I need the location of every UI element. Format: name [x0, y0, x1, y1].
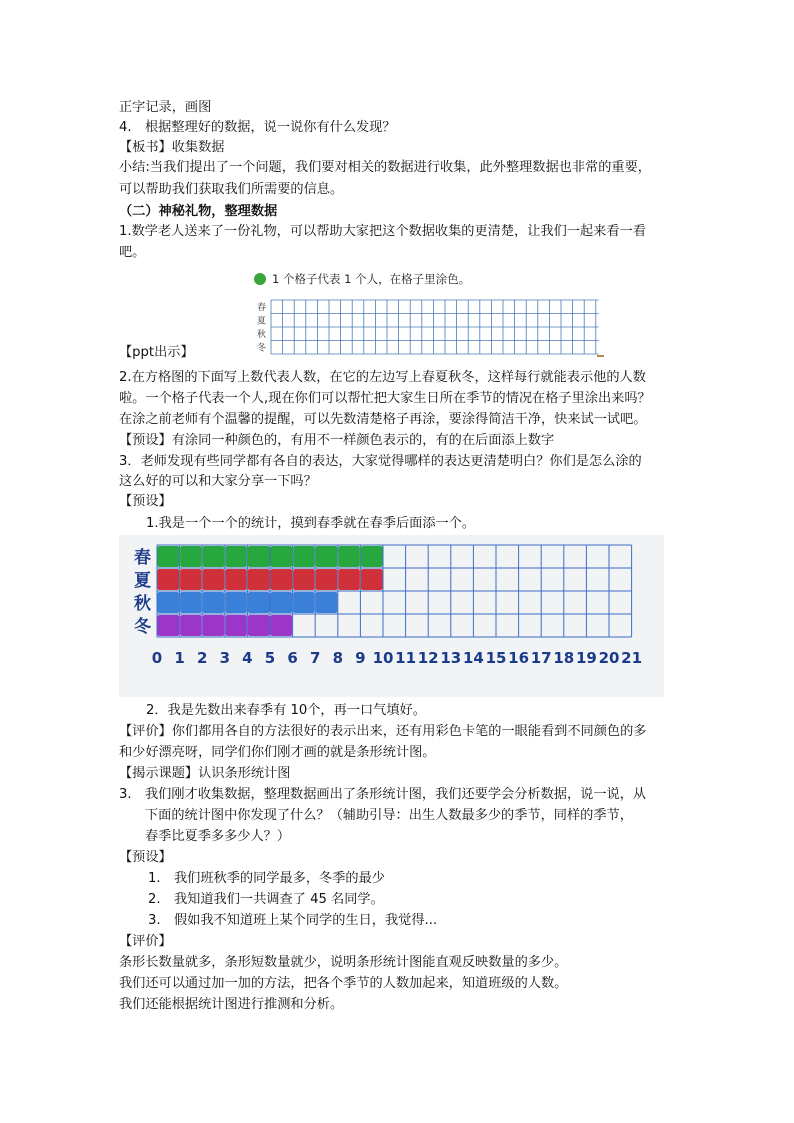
axis-tick-label: 20: [598, 649, 620, 667]
axis-tick-label: 5: [264, 649, 276, 667]
text-line: 啦。一个格子代表一个人,现在你们可以帮忙把大家生日所在季节的情况在格子里涂出来吗？: [119, 391, 651, 406]
bar-cell: [338, 569, 360, 590]
season-label: 夏: [134, 571, 151, 591]
list-number: 3.: [119, 787, 132, 802]
text-line: 这么好的可以和大家分享一下吗？: [119, 474, 317, 489]
bar-cell: [180, 592, 202, 613]
season-label: 春: [257, 303, 267, 313]
bar-cell: [203, 615, 225, 636]
colored-bar-chart: [119, 535, 664, 697]
text-line: 1.数学老人送来了一份礼物，可以帮助大家把这个数据收集的更清楚，让我们一起来看一看: [119, 224, 646, 239]
text-line: 正字记录，画图: [119, 100, 212, 115]
chart-axis-numbers: [152, 649, 642, 667]
text-line: [148, 890, 384, 909]
season-label: 冬: [257, 343, 267, 354]
axis-tick-label: 3: [219, 649, 231, 667]
list-text: 假如我不知道班上某个同学的生日，我觉得...: [174, 913, 438, 928]
text-line: 【预设】: [119, 494, 172, 509]
bar-cell: [158, 546, 180, 567]
text-line: 条形长数量就多，条形短数量就少，说明条形统计图能直观反映数量的多少。: [119, 955, 568, 970]
list-number: 3.: [148, 913, 161, 928]
text-line: 我们还能根据统计图进行推测和分析。: [119, 997, 344, 1012]
bar-cell: [180, 615, 202, 636]
axis-tick-label: 13: [440, 649, 462, 667]
text-line: 1.我是一个一个的统计，摸到春季就在春季后面添一个。: [146, 516, 476, 531]
text-line: [148, 911, 437, 930]
season-label: 冬: [134, 617, 151, 637]
list-number: 1.: [148, 871, 161, 886]
text-line: 在涂之前老师有个温馨的提醒，可以先数清楚格子再涂，要涂得简洁干净，快来试一试吧。: [119, 412, 647, 427]
bar-cell: [225, 592, 247, 613]
text-line: 【ppt出示】: [119, 345, 194, 360]
axis-tick-label: 9: [355, 649, 366, 667]
bar-cell: [271, 615, 293, 636]
empty-grid-svg: [201, 268, 606, 362]
text-line: 3．老师发现有些同学都有各自的表达，大家觉得哪样的表达更清楚明白？你们是怎么涂的: [119, 454, 642, 469]
bar-cell: [316, 546, 338, 567]
text-line: 【预设】: [119, 850, 172, 865]
bar-cell: [225, 569, 247, 590]
bar-chart-svg: [119, 535, 664, 697]
bar-cell: [203, 592, 225, 613]
axis-tick-label: 21: [621, 649, 643, 667]
text-line: 下面的统计图中你发现了什么？（辅助引导：出生人数最多少的季节，同样的季节，: [145, 808, 633, 823]
bar-cell: [271, 569, 293, 590]
axis-tick-label: 2: [196, 649, 208, 667]
list-text: 我们刚才收集数据，整理数据画出了条形统计图，我们还要学会分析数据，说一说，从: [145, 787, 647, 802]
season-label: 夏: [257, 316, 267, 327]
text-line: 【板书】收集数据: [119, 140, 225, 155]
axis-tick-label: 0: [151, 649, 163, 667]
season-label: 春: [134, 548, 151, 568]
text-line: 吧。: [119, 245, 146, 260]
season-label: 秋: [257, 330, 267, 340]
axis-tick-label: 14: [462, 649, 484, 667]
empty-grid-figure: [201, 268, 606, 362]
chart-season-labels: [134, 547, 152, 637]
axis-tick-label: 17: [530, 649, 552, 667]
axis-tick-label: 16: [508, 649, 530, 667]
bar-cell: [248, 592, 270, 613]
axis-tick-label: 18: [553, 649, 575, 667]
season-labels: [257, 301, 266, 354]
bar-cell: [338, 546, 360, 567]
bar-cell: [158, 592, 180, 613]
section-heading: （二）神秘礼物，整理数据: [119, 204, 278, 219]
axis-tick-label: 11: [395, 649, 417, 667]
text-line: 和少好漂亮呀，同学们你们刚才画的就是条形统计图。: [119, 745, 436, 760]
bar-cell: [248, 546, 270, 567]
bar-cell: [248, 615, 270, 636]
bar-cell: [271, 546, 293, 567]
text-line: 【评价】: [119, 934, 172, 949]
bar-cell: [158, 615, 180, 636]
bar-cell: [293, 546, 315, 567]
bar-cell: [361, 546, 383, 567]
text-line: [148, 869, 385, 888]
grid: [271, 300, 599, 354]
bar-cell: [248, 569, 270, 590]
bar-cell: [293, 569, 315, 590]
bar-cell: [203, 546, 225, 567]
bar-cell: [225, 546, 247, 567]
bar-cell: [361, 569, 383, 590]
text-line: 2．我是先数出来春季有 10个，再一口气填好。: [146, 703, 426, 718]
bar-cell: [316, 592, 338, 613]
bar-cell: [271, 592, 293, 613]
text-line: 【揭示课题】认识条形统计图: [119, 766, 291, 781]
list-text: 我们班秋季的同学最多，冬季的最少: [174, 871, 385, 886]
text-line: [119, 785, 646, 804]
text-line: 春季比夏季多多少人？）: [145, 829, 291, 844]
bar-cell: [203, 569, 225, 590]
list-text: 我知道我们一共调查了 45 名同学。: [174, 892, 384, 907]
axis-tick-label: 19: [575, 649, 597, 667]
text-line: [119, 118, 396, 137]
bar-cell: [225, 615, 247, 636]
text-line: 【评价】你们都用各自的方法很好的表示出来，还有用彩色卡笔的一眼能看到不同颜色的多: [119, 724, 647, 739]
text-line: 可以帮助我们获取我们所需要的信息。: [119, 182, 344, 197]
list-text: 根据整理好的数据，说一说你有什么发现？: [145, 120, 396, 135]
axis-tick-label: 10: [372, 649, 394, 667]
axis-tick-label: 7: [309, 649, 321, 667]
grid-caption: 1 个格子代表 1 个人，在格子里涂色。: [272, 272, 471, 286]
bar-cell: [180, 569, 202, 590]
axis-tick-label: 6: [287, 649, 298, 667]
axis-tick-label: 8: [332, 649, 344, 667]
text-line: 我们还可以通过加一加的方法，把各个季节的人数加起来，知道班级的人数。: [119, 976, 568, 991]
text-line: 【预设】有涂同一种颜色的，有用不一样颜色表示的，有的在后面添上数字: [119, 433, 555, 448]
axis-tick-label: 12: [417, 649, 439, 667]
bar-cell: [180, 546, 202, 567]
axis-tick-label: 1: [174, 649, 185, 667]
bar-cell: [293, 592, 315, 613]
season-label: 秋: [134, 594, 151, 614]
bar-cell: [158, 569, 180, 590]
bullet-icon: [254, 273, 266, 285]
axis-tick-label: 15: [485, 649, 507, 667]
list-number: 4.: [119, 120, 132, 135]
list-number: 2.: [148, 892, 161, 907]
text-line: 2.在方格图的下面写上数代表人数，在它的左边写上春夏秋冬，这样每行就能表示他的人数: [119, 370, 646, 385]
axis-tick-label: 4: [242, 649, 253, 667]
text-line: 小结:当我们提出了一个问题，我们要对相关的数据进行收集，此外整理数据也非常的重要，: [119, 160, 651, 175]
bar-cell: [316, 569, 338, 590]
